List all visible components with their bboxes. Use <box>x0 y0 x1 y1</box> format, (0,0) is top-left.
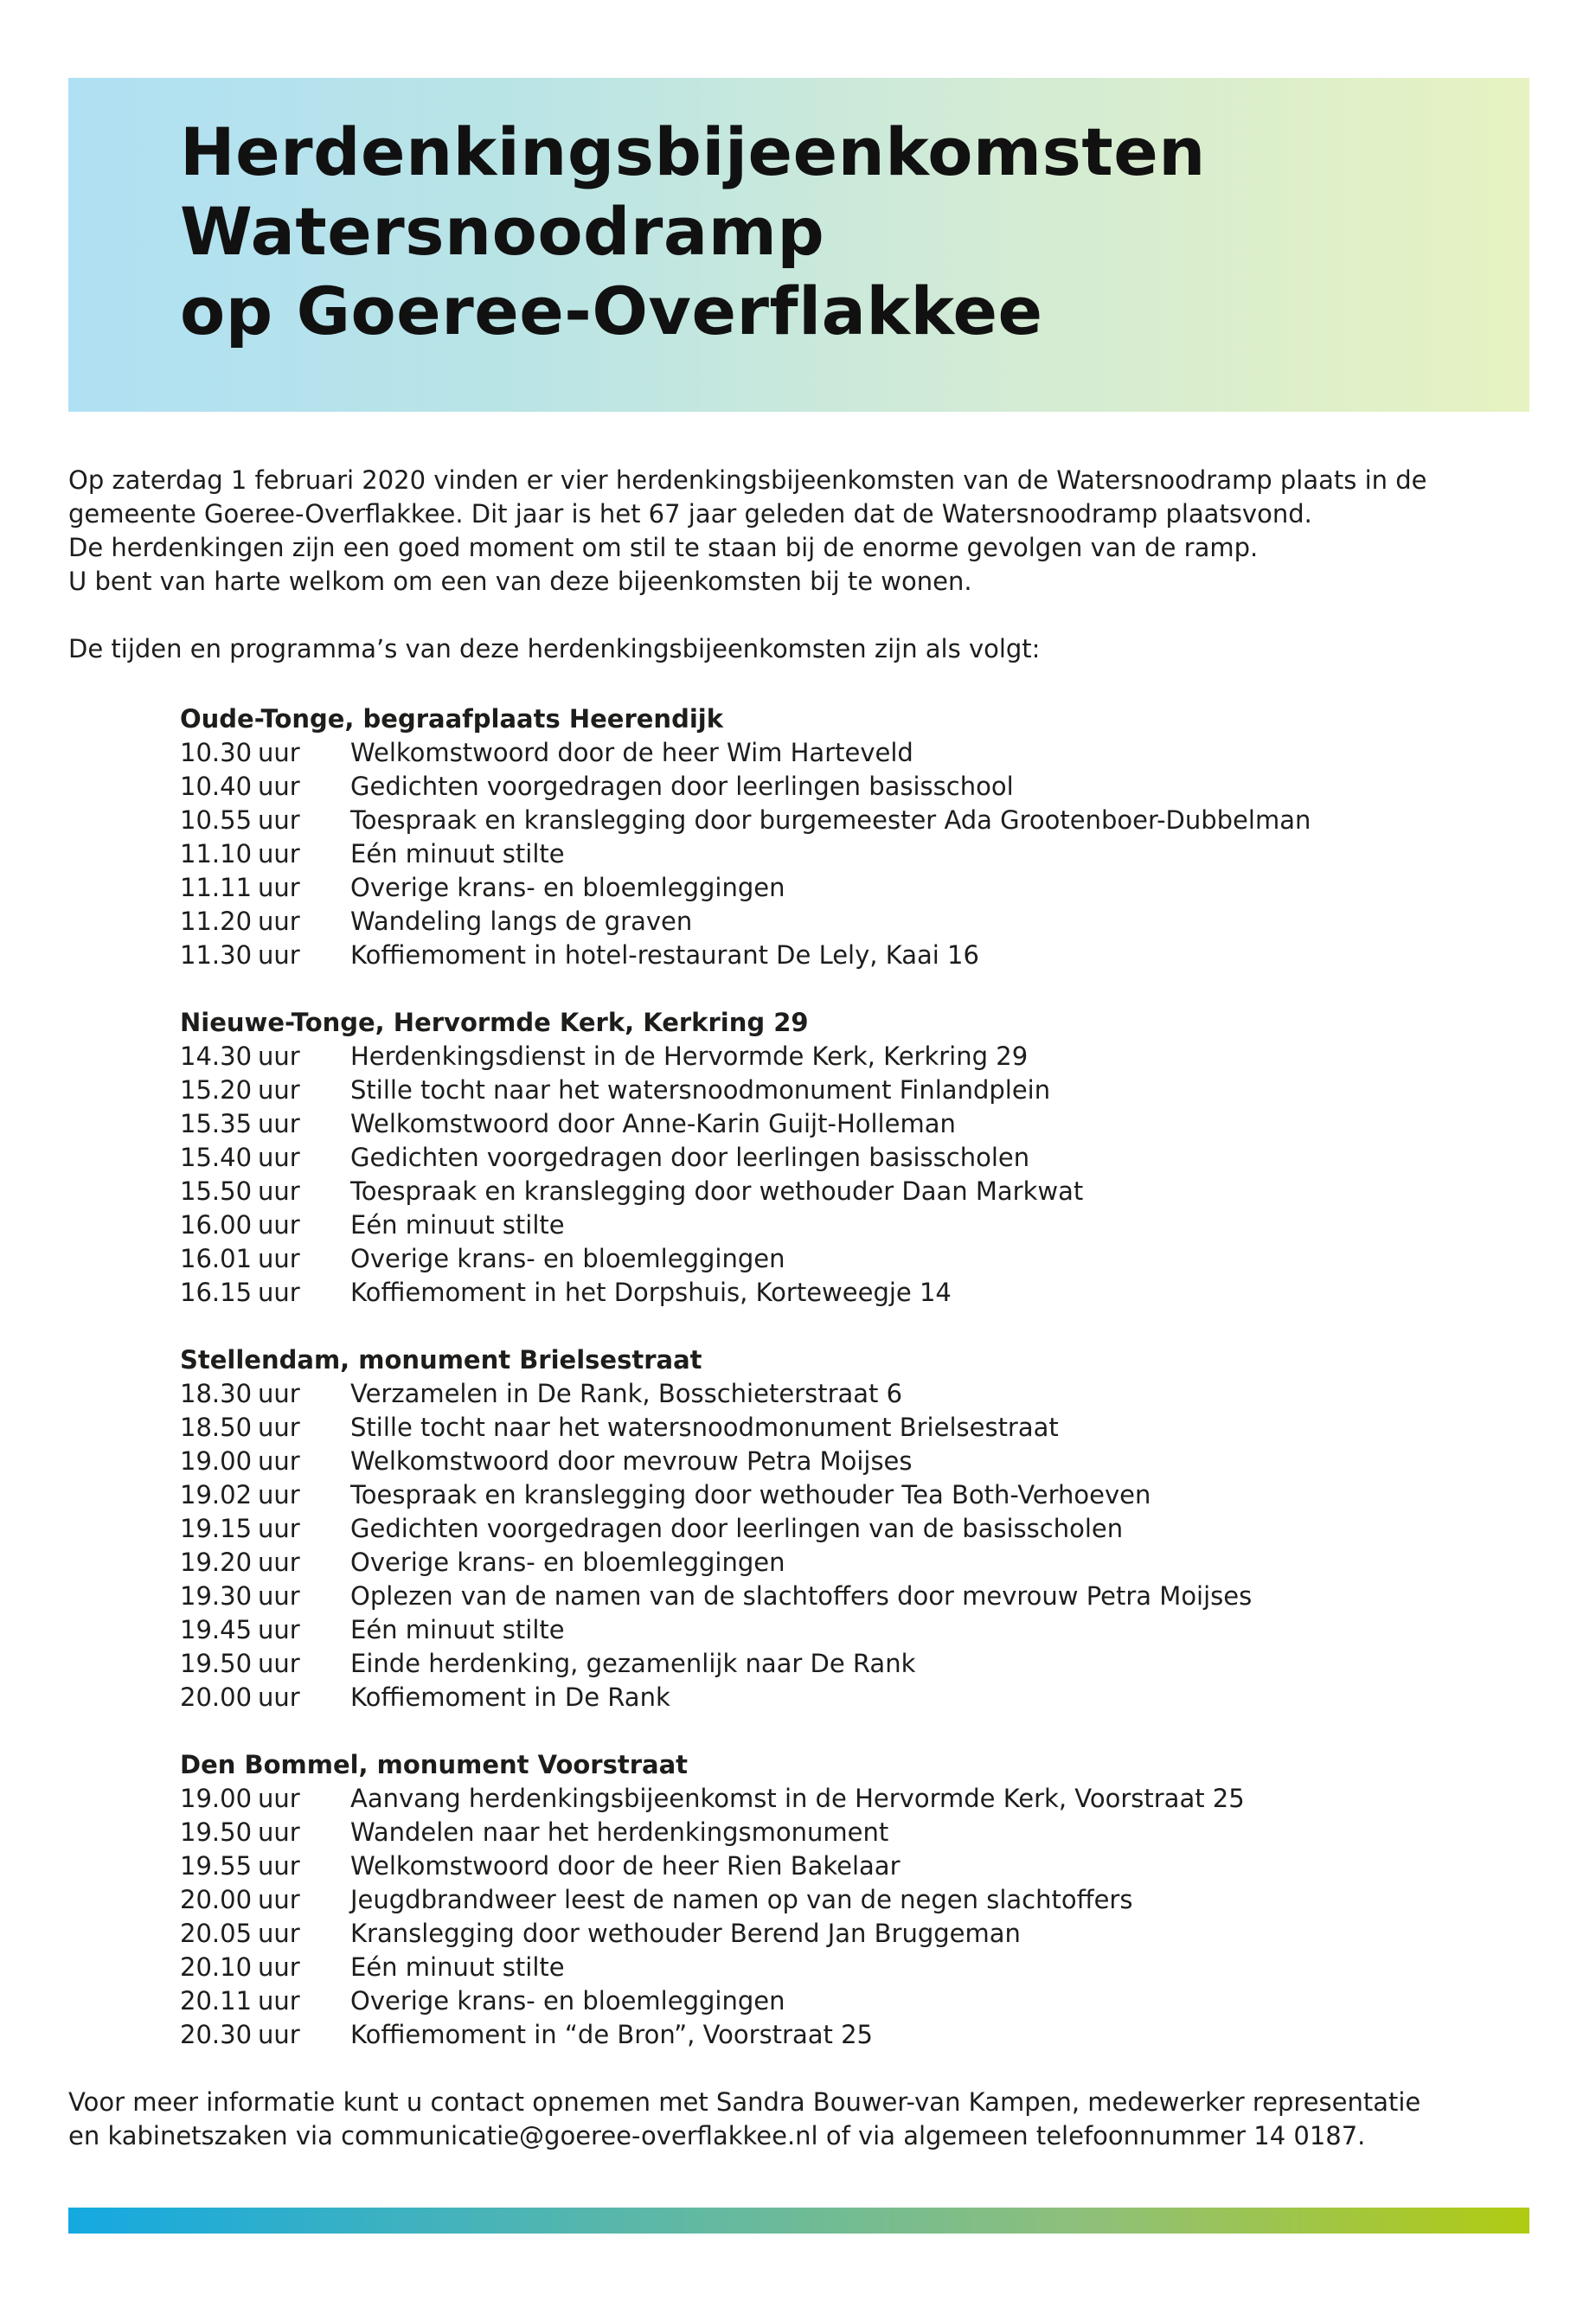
schedule-row <box>180 871 1477 905</box>
schedule-unit: uur <box>258 1109 300 1138</box>
schedule-time: 10.30 <box>180 738 253 767</box>
schedule-description: Gedichten voorgedragen door leerlingen basisscholen <box>350 1143 1030 1172</box>
schedule-row <box>180 1849 1477 1883</box>
schedule-row <box>180 804 1477 837</box>
schedule-unit: uur <box>258 1413 300 1442</box>
schedule-unit: uur <box>258 1210 300 1240</box>
schedule-description: Welkomstwoord door Anne-Karin Guijt-Holleman <box>350 1109 956 1138</box>
schedule-unit: uur <box>258 1548 300 1577</box>
schedule-unit: uur <box>258 1682 300 1712</box>
schedule-time: 19.50 <box>180 1649 253 1678</box>
schedule-description: Gedichten voorgedragen door leerlingen basisschool <box>350 772 1014 801</box>
schedule-description: Koffiemoment in het Dorpshuis, Korteweegje 14 <box>350 1278 952 1307</box>
schedule-unit: uur <box>258 1952 300 1982</box>
schedule-row <box>180 1175 1477 1208</box>
schedule-row <box>180 905 1477 939</box>
schedule-description: Overige krans- en bloemleggingen <box>350 1244 785 1273</box>
section-title: Nieuwe-Tonge, Hervormde Kerk, Kerkring 29 <box>180 1008 809 1037</box>
schedule-time: 19.00 <box>180 1446 253 1476</box>
schedule-row <box>180 1276 1477 1310</box>
schedule-row <box>180 736 1477 770</box>
page-title <box>180 112 1206 351</box>
schedule-unit: uur <box>258 1581 300 1611</box>
title-line-3: op Goeree-Overflakkee <box>180 272 1043 349</box>
schedule-unit: uur <box>258 1278 300 1307</box>
schedule-description: Overige krans- en bloemleggingen <box>350 873 785 902</box>
schedule-unit: uur <box>258 1176 300 1206</box>
schedule-description: Wandelen naar het herdenkingsmonument <box>350 1817 889 1847</box>
intro-line: gemeente Goeree-Overflakkee. Dit jaar is het 67 jaar geleden dat de Watersnoodramp plaatsvond. <box>68 499 1312 529</box>
schedule-description: Eén minuut stilte <box>350 1210 565 1240</box>
intro-line: U bent van harte welkom om een van deze bijeenkomsten bij te wonen. <box>68 567 972 596</box>
schedule-description: Welkomstwoord door de heer Rien Bakelaar <box>350 1851 901 1881</box>
schedule-description: Aanvang herdenkingsbijeenkomst in de Hervormde Kerk, Voorstraat 25 <box>350 1784 1245 1813</box>
schedule-row <box>180 939 1477 972</box>
schedule-unit: uur <box>258 2020 300 2049</box>
schedule-row <box>180 1951 1477 1984</box>
schedule-time: 11.20 <box>180 907 253 936</box>
schedule-unit: uur <box>258 1480 300 1509</box>
schedule-time: 16.15 <box>180 1278 253 1307</box>
schedule-row <box>180 1681 1477 1715</box>
schedule-section <box>180 1343 1477 1715</box>
schedule-time: 15.20 <box>180 1075 253 1105</box>
schedule-description: Stille tocht naar het watersnoodmonument Brielsestraat <box>350 1413 1059 1442</box>
section-title: Den Bommel, monument Voorstraat <box>180 1750 689 1779</box>
bottom-gradient-bar <box>68 2208 1529 2234</box>
schedule-time: 19.55 <box>180 1851 253 1881</box>
schedule-unit: uur <box>258 1784 300 1813</box>
schedule-unit: uur <box>258 1649 300 1678</box>
schedule-time: 19.00 <box>180 1784 253 1813</box>
schedule-unit: uur <box>258 1514 300 1543</box>
schedule-time: 19.20 <box>180 1548 253 1577</box>
schedule-unit: uur <box>258 1919 300 1948</box>
schedule-description: Koffiemoment in hotel-restaurant De Lely, Kaai 16 <box>350 940 979 970</box>
schedule-description: Toespraak en kranslegging door wethouder Daan Markwat <box>350 1176 1084 1206</box>
schedule-time: 18.50 <box>180 1413 253 1442</box>
schedule-unit: uur <box>258 1379 300 1408</box>
schedule-section <box>180 1006 1477 1310</box>
schedule-row <box>180 1040 1477 1074</box>
schedule-time: 10.55 <box>180 805 253 835</box>
contact-info <box>68 2086 1530 2153</box>
schedule-description: Jeugdbrandweer leest de namen op van de negen slachtoffers <box>350 1885 1133 1914</box>
schedule-description: Overige krans- en bloemleggingen <box>350 1548 785 1577</box>
schedule-lead: De tijden en programma’s van deze herdenkingsbijeenkomsten zijn als volgt: <box>68 634 1041 663</box>
schedule-description: Kranslegging door wethouder Berend Jan Bruggeman <box>350 1919 1021 1948</box>
contact-line: Voor meer informatie kunt u contact opnemen met Sandra Bouwer-van Kampen, medewerker representatie <box>68 2087 1421 2117</box>
schedule-unit: uur <box>258 907 300 936</box>
schedule-description: Koffiemoment in “de Bron”, Voorstraat 25 <box>350 2020 874 2049</box>
schedule-unit: uur <box>258 1075 300 1105</box>
schedule-row <box>180 770 1477 804</box>
schedule-time: 19.02 <box>180 1480 253 1509</box>
title-line-2: Watersnoodramp <box>180 193 825 270</box>
schedule-row <box>180 1141 1477 1175</box>
schedule-time: 16.00 <box>180 1210 253 1240</box>
schedule-description: Eén minuut stilte <box>350 1952 565 1982</box>
intro-text <box>68 464 1530 666</box>
schedule-description: Welkomstwoord door mevrouw Petra Moijses <box>350 1446 913 1476</box>
schedule-unit: uur <box>258 1986 300 2016</box>
schedule-time: 15.35 <box>180 1109 253 1138</box>
schedule-time: 20.05 <box>180 1919 253 1948</box>
schedule-description: Overige krans- en bloemleggingen <box>350 1986 785 2016</box>
schedule-time: 11.10 <box>180 839 253 868</box>
schedule-description: Herdenkingsdienst in de Hervormde Kerk, Kerkring 29 <box>350 1042 1029 1071</box>
schedule-time: 20.00 <box>180 1885 253 1914</box>
schedule-unit: uur <box>258 772 300 801</box>
schedule-time: 20.00 <box>180 1682 253 1712</box>
schedule-time: 19.30 <box>180 1581 253 1611</box>
schedule-description: Eén minuut stilte <box>350 1615 565 1644</box>
schedule-time: 11.11 <box>180 873 253 902</box>
schedule-time: 19.45 <box>180 1615 253 1644</box>
schedule-row <box>180 1546 1477 1580</box>
schedule-time: 14.30 <box>180 1042 253 1071</box>
schedule-row <box>180 1377 1477 1411</box>
schedule-description: Koffiemoment in De Rank <box>350 1682 670 1712</box>
schedule-row <box>180 1478 1477 1512</box>
schedule-row <box>180 1580 1477 1613</box>
schedule-unit: uur <box>258 1851 300 1881</box>
schedule-row <box>180 1107 1477 1141</box>
schedule-time: 18.30 <box>180 1379 253 1408</box>
schedule-description: Welkomstwoord door de heer Wim Harteveld <box>350 738 913 767</box>
schedule-description: Wandeling langs de graven <box>350 907 693 936</box>
schedule-description: Toespraak en kranslegging door wethouder Tea Both-Verhoeven <box>350 1480 1151 1509</box>
schedule-row <box>180 1208 1477 1242</box>
schedule-row <box>180 1512 1477 1546</box>
schedule-unit: uur <box>258 1885 300 1914</box>
schedule-time: 10.40 <box>180 772 253 801</box>
schedule-unit: uur <box>258 1446 300 1476</box>
schedule-description: Stille tocht naar het watersnoodmonument Finlandplein <box>350 1075 1051 1105</box>
schedule-row <box>180 1984 1477 2018</box>
schedule-row <box>180 1074 1477 1107</box>
schedule-unit: uur <box>258 1143 300 1172</box>
schedule-description: Gedichten voorgedragen door leerlingen van de basisscholen <box>350 1514 1124 1543</box>
schedule-row <box>180 1917 1477 1951</box>
schedule-unit: uur <box>258 873 300 902</box>
schedule-time: 20.11 <box>180 1986 253 2016</box>
schedule-section <box>180 702 1477 972</box>
schedule-section <box>180 1748 1477 2052</box>
schedule-unit: uur <box>258 839 300 868</box>
contact-line: en kabinetszaken via communicatie@goeree-overflakkee.nl of via algemeen telefoonnummer 14 0187. <box>68 2121 1366 2150</box>
schedule-row <box>180 2018 1477 2052</box>
schedule-time: 19.50 <box>180 1817 253 1847</box>
schedule-row <box>180 1411 1477 1445</box>
schedule-row <box>180 1445 1477 1478</box>
intro-line: De herdenkingen zijn een goed moment om stil te staan bij de enorme gevolgen van de ramp. <box>68 533 1259 562</box>
schedule-unit: uur <box>258 940 300 970</box>
schedule-time: 19.15 <box>180 1514 253 1543</box>
schedule-row <box>180 837 1477 871</box>
schedule-description: Verzamelen in De Rank, Bosschieterstraat 6 <box>350 1379 903 1408</box>
schedule-unit: uur <box>258 738 300 767</box>
schedule-unit: uur <box>258 805 300 835</box>
intro-line: Op zaterdag 1 februari 2020 vinden er vier herdenkingsbijeenkomsten van de Watersnoodramp plaats in de <box>68 465 1427 495</box>
schedule-unit: uur <box>258 1817 300 1847</box>
schedule-time: 16.01 <box>180 1244 253 1273</box>
section-title: Oude-Tonge, begraafplaats Heerendijk <box>180 704 723 734</box>
schedule-row <box>180 1242 1477 1276</box>
schedule-row <box>180 1782 1477 1816</box>
schedule-description: Toespraak en kranslegging door burgemeester Ada Grootenboer-Dubbelman <box>350 805 1311 835</box>
schedule-unit: uur <box>258 1244 300 1273</box>
schedule-unit: uur <box>258 1615 300 1644</box>
header-band <box>68 78 1529 412</box>
section-title: Stellendam, monument Brielsestraat <box>180 1345 702 1375</box>
schedule-row <box>180 1613 1477 1647</box>
schedule-time: 20.10 <box>180 1952 253 1982</box>
schedule-time: 15.50 <box>180 1176 253 1206</box>
schedule-row <box>180 1647 1477 1681</box>
schedule-description: Oplezen van de namen van de slachtoffers door mevrouw Petra Moijses <box>350 1581 1253 1611</box>
schedule-time: 11.30 <box>180 940 253 970</box>
schedule-time: 20.30 <box>180 2020 253 2049</box>
schedule-description: Eén minuut stilte <box>350 839 565 868</box>
schedule-unit: uur <box>258 1042 300 1071</box>
schedule-time: 15.40 <box>180 1143 253 1172</box>
schedule-description: Einde herdenking, gezamenlijk naar De Rank <box>350 1649 916 1678</box>
schedule-row <box>180 1883 1477 1917</box>
schedule <box>180 702 1477 2086</box>
schedule-row <box>180 1816 1477 1849</box>
title-line-1: Herdenkingsbijeenkomsten <box>180 113 1206 190</box>
